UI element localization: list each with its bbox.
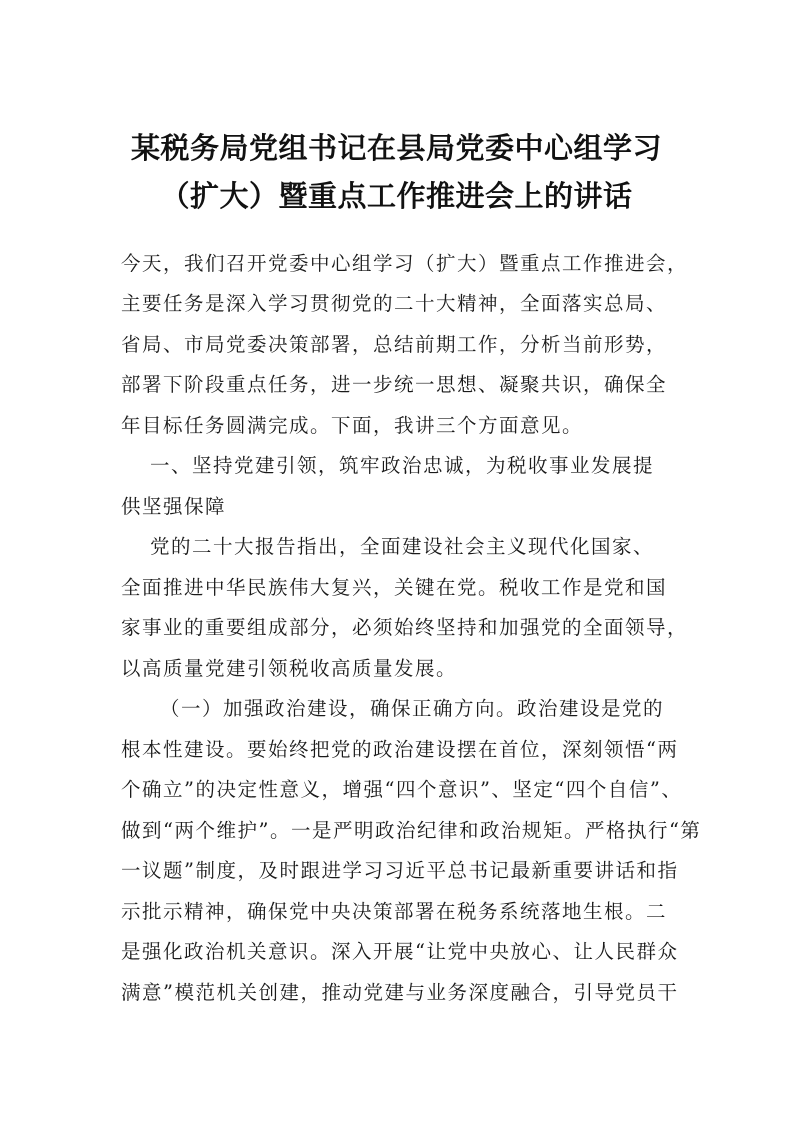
body-line-15: 做到“两个维护”。一是严明政治纪律和政治规矩。严格执行“第 [121, 819, 702, 842]
body-line-4: 部署下阶段重点任务，进一步统一思想、凝聚共识，确保全 [121, 373, 668, 396]
subsection-line-1: （一）加强政治建设，确保正确方向。政治建设是党的 [160, 697, 665, 720]
body-line-5: 年目标任务圆满完成。下面，我讲三个方面意见。 [121, 414, 584, 437]
body-line-18: 是强化政治机关意识。深入开展“让党中央放心、让人民群众 [121, 940, 679, 963]
body-line-11: 以高质量党建引领税收高质量发展。 [121, 657, 458, 680]
body-line-3: 省局、市局党委决策部署，总结前期工作，分析当前形势， [121, 333, 668, 356]
body-line-9: 全面推进中华民族伟大复兴，关键在党。税收工作是党和国 [121, 576, 668, 599]
document-title-line-1: 某税务局党组书记在县局党委中心组学习 [130, 131, 662, 165]
body-line-19: 满意”模范机关创建，推动党建与业务深度融合，引导党员干 [121, 981, 679, 1004]
body-line-13: 根本性建设。要始终把党的政治建设摆在首位，深刻领悟“两 [121, 738, 679, 761]
document-title-line-2: （扩大）暨重点工作推进会上的讲话 [160, 179, 633, 213]
section-heading-line-2: 供坚强保障 [121, 495, 227, 518]
section-heading-line-1: 一、坚持党建引领，筑牢政治忠诚，为税收事业发展提 [150, 454, 655, 477]
body-line-10: 家事业的重要组成部分，必须始终坚持和加强党的全面领导， [121, 616, 689, 639]
body-line-14: 个确立”的决定性意义，增强“四个意识”、坚定“四个自信”、 [121, 778, 683, 801]
body-line-1: 今天，我们召开党委中心组学习（扩大）暨重点工作推进会， [121, 252, 689, 275]
body-line-2: 主要任务是深入学习贯彻党的二十大精神，全面落实总局、 [121, 292, 668, 315]
body-line-16: 一议题”制度，及时跟进学习习近平总书记最新重要讲话和指 [121, 859, 679, 882]
body-line-8: 党的二十大报告指出，全面建设社会主义现代化国家、 [150, 535, 655, 558]
body-line-17: 示批示精神，确保党中央决策部署在税务系统落地生根。二 [121, 900, 668, 923]
